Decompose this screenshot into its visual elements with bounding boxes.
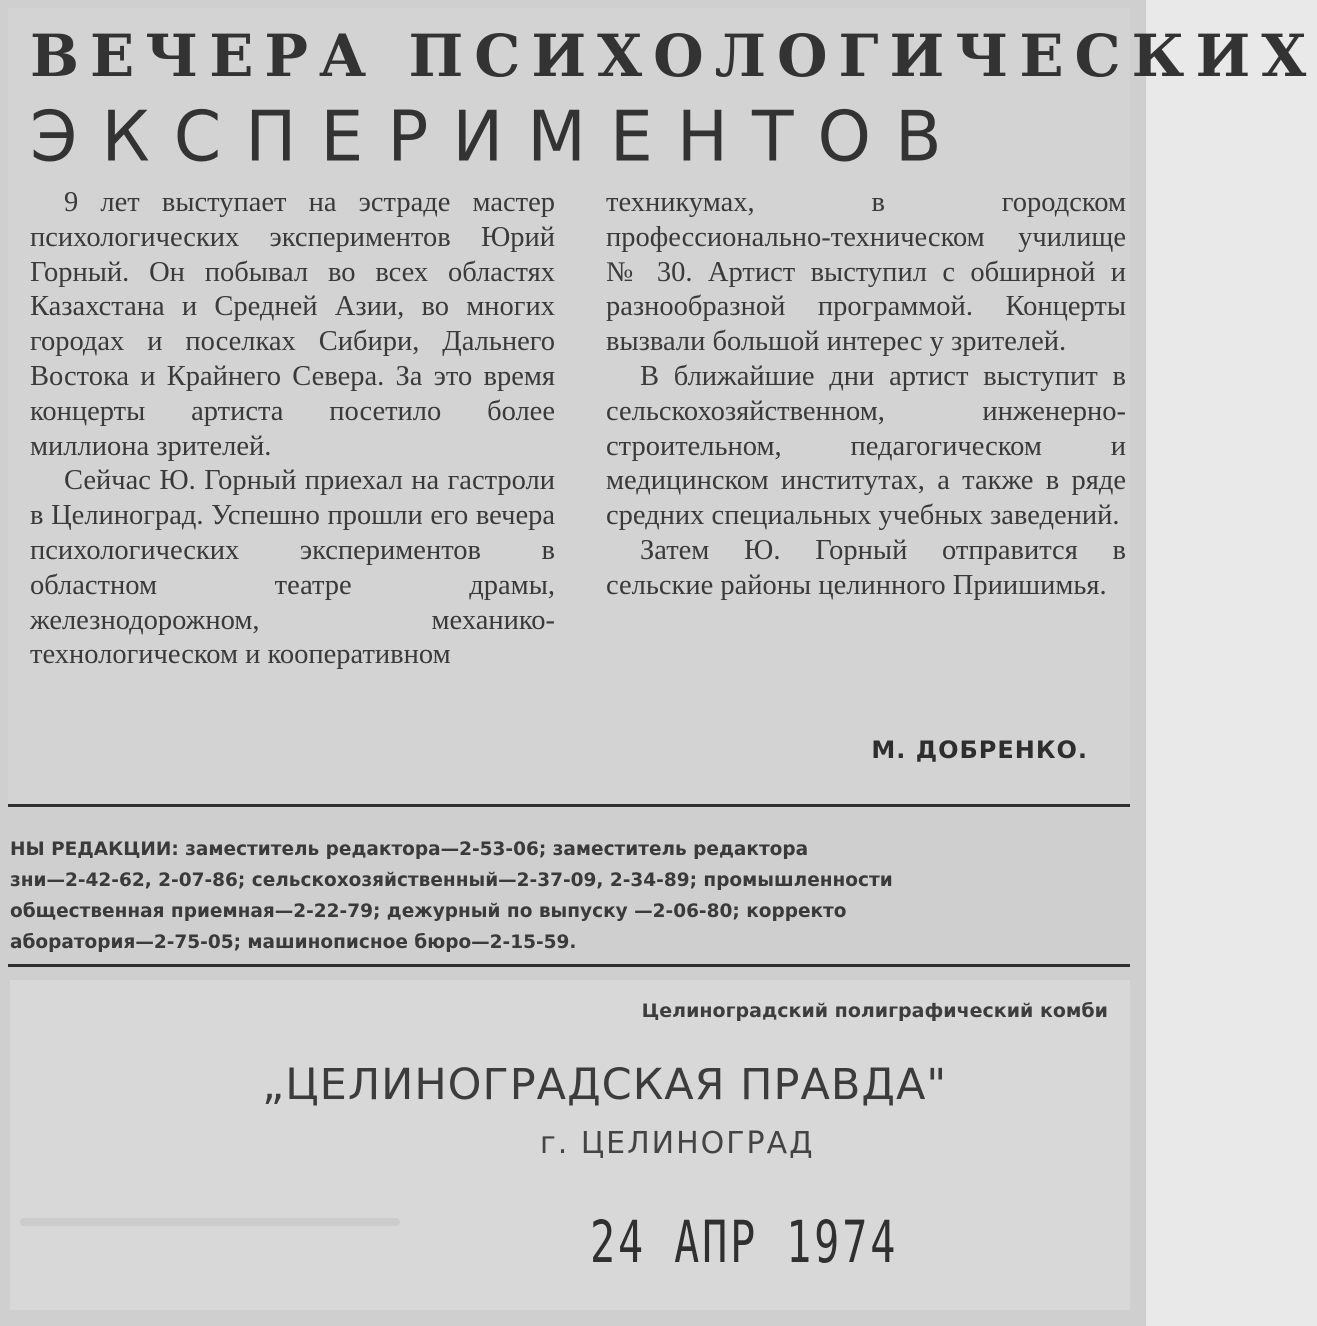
ink-smudge — [20, 1218, 400, 1226]
article-paragraph: техникумах, в городском профессионально-техническом училище № 30. Артист выступил с обширной и разнообразной программой. Концерты вызвали большой интерес у зрителей. — [606, 187, 1126, 358]
contacts-line: аборатория—2-75-05; машинописное бюро—2-15-59. — [10, 932, 577, 953]
article-paragraph: Сейчас Ю. Горный приехал на гастроли в Целиноград. Успешно прошли его вечера психологических экспериментов в областном театре драмы, железнодорожном, механико-технологическом и кооперативном — [30, 465, 555, 671]
article-paragraph: 9 лет выступает на эстраде мастер психологических экспериментов Юрий Горный. Он побывал во всех областях Казахстана и Средней Азии, во многих городах и поселках Сибири, Дальнего Востока и Крайнего Севера. За это время концерты артиста посетило более миллиона зрителей. — [30, 187, 555, 462]
headline-line-2: ЭКСПЕРИМЕНТОВ — [30, 97, 966, 178]
printer-imprint: Целиноградский полиграфический комби — [641, 1000, 1108, 1022]
article — [8, 8, 1317, 808]
newspaper-city-stamp: г. ЦЕЛИНОГРАД — [540, 1126, 815, 1161]
date-stamp: 24 АПР 1974 — [590, 1208, 899, 1276]
divider-rule — [8, 964, 1130, 967]
article-column-right — [606, 186, 1126, 604]
archive-stamp-area — [10, 980, 1130, 1310]
divider-rule — [8, 804, 1130, 807]
contacts-line: общественная приемная—2-22-79; дежурный по выпуску —2-06-80; корректо — [10, 901, 847, 922]
article-paragraph: Затем Ю. Горный отправится в сельские районы целинного Приишимья. — [606, 534, 1126, 601]
headline-line-1: ВЕЧЕРА ПСИХОЛОГИЧЕСКИХ — [30, 22, 1317, 90]
editorial-contacts — [10, 834, 1130, 958]
contacts-line: НЫ РЕДАКЦИИ: заместитель редактора—2-53-06; заместитель редактора — [10, 839, 809, 860]
article-column-left — [30, 186, 555, 673]
author-signature: М. ДОБРЕНКО. — [871, 736, 1088, 764]
article-paragraph: В ближайшие дни артист выступит в сельскохозяйственном, инженерно-строительном, педагогическом и медицинском институтах, а также в ряде средних специальных учебных заведений. — [606, 360, 1126, 532]
contacts-line: зни—2-42-62, 2-07-86; сельскохозяйственный—2-37-09, 2-34-89; промышленности — [10, 870, 893, 891]
newspaper-name-stamp: „ЦЕЛИНОГРАДСКАЯ ПРАВДА" — [262, 1060, 948, 1110]
